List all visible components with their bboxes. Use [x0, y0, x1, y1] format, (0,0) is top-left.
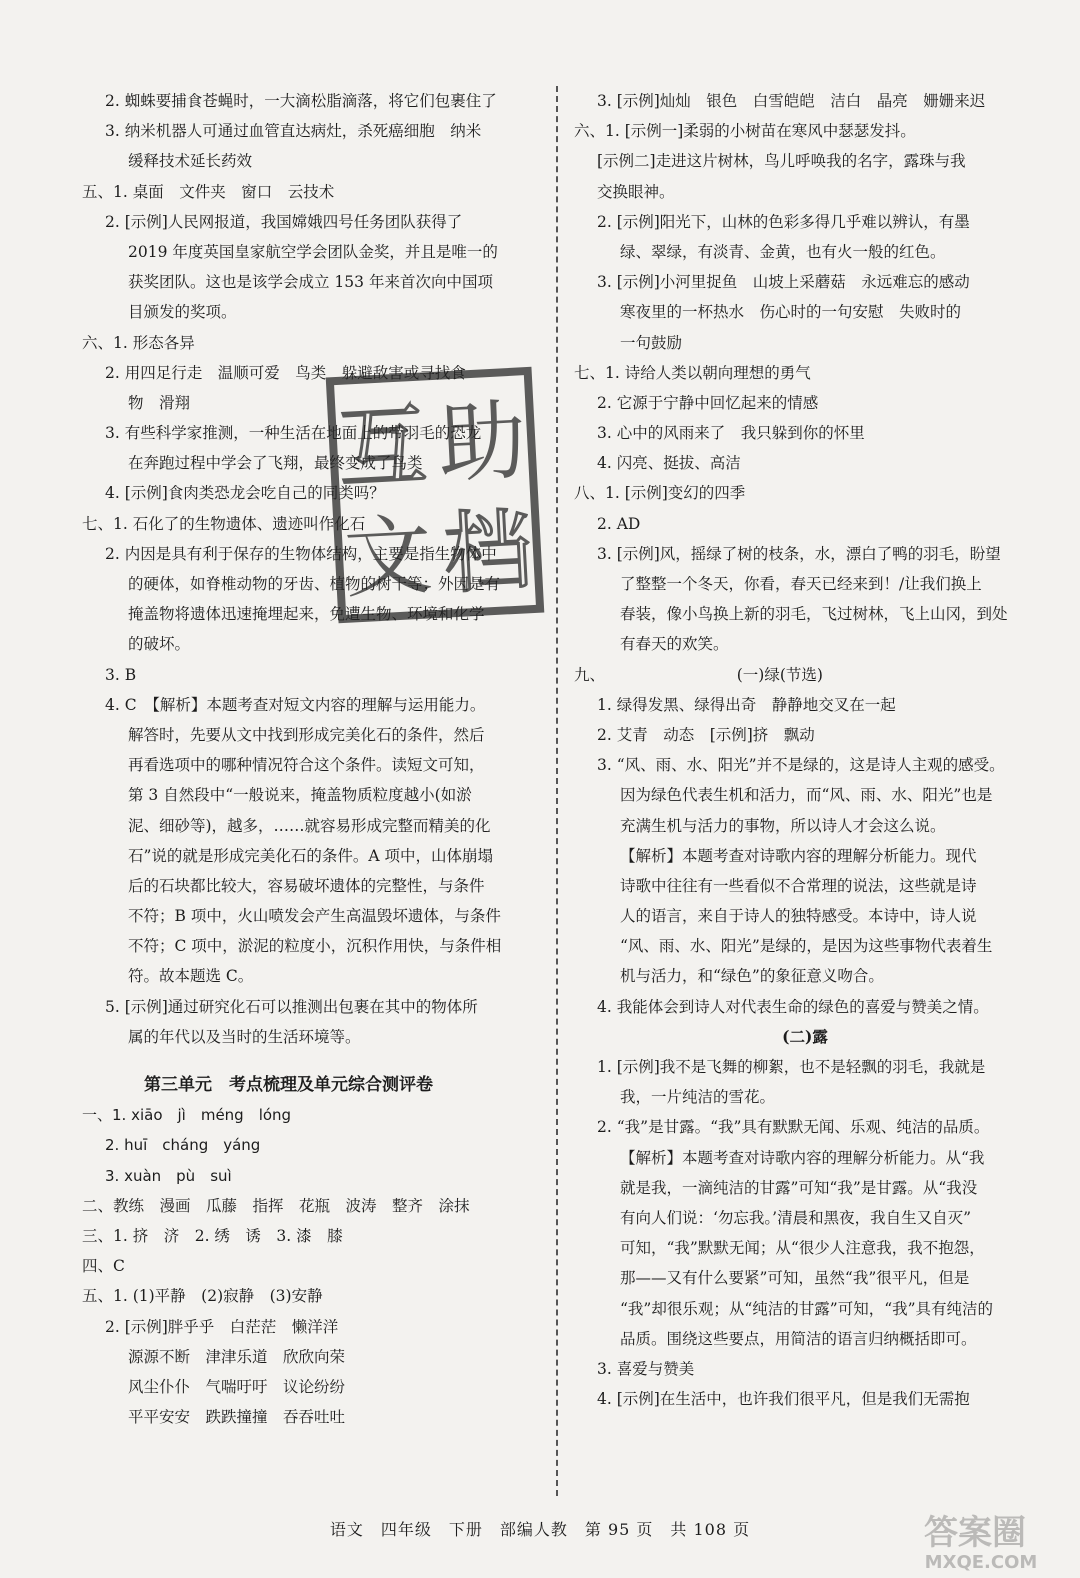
stamp-char-4: 档 — [441, 498, 535, 606]
right-column-line: 机与活力，和“绿色”的象征意义吻合。 — [620, 967, 884, 986]
right-column-line: 诗歌中往往有一些看似不合常理的说法，这些就是诗 — [620, 876, 977, 895]
left-column-line: 4. [示例]食肉类恐龙会吃自己的同类吗？ — [105, 484, 385, 503]
left-column-line: 五、1. (1)平静 (2)寂静 (3)安静 — [82, 1287, 323, 1306]
left-column — [82, 86, 542, 1432]
left-column-line: 再看选项中的哪种情况符合这个条件。读短文可知， — [128, 756, 485, 775]
left-column-line: 掩盖物将遗体迅速掩埋起来，免遭生物、环境和化学 — [128, 605, 485, 624]
stamp-char-3: 文 — [341, 503, 435, 611]
left-column-line: 解答时，先要从文中找到形成完美化石的条件，然后 — [128, 725, 485, 744]
right-column-line: 品质。围绕这些要点，用简洁的语言归纳概括即可。 — [620, 1329, 977, 1348]
right-column-line: 九、 (一)绿(节选) — [574, 665, 823, 684]
left-column-line: 第三单元 考点梳理及单元综合测评卷 — [144, 1075, 433, 1095]
right-column-line: 2. 它源于宁静中回忆起来的情感 — [597, 393, 819, 412]
right-column — [574, 86, 1036, 1414]
left-column-line: 3. xuàn pù suì — [105, 1166, 232, 1185]
left-column-line: 符。故本题选 C。 — [128, 967, 254, 986]
right-column-line: 了整整一个冬天，你看，春天已经来到！/让我们换上 — [620, 575, 982, 593]
right-column-line: 一句鼓励 — [620, 333, 683, 352]
left-column-line: 2. huī cháng yáng — [105, 1136, 261, 1155]
right-column-line: 1. 绿得发黑、绿得出奇 静静地交叉在一起 — [597, 695, 896, 714]
right-column-line: 3. [示例]小河里捉鱼 山坡上采蘑菇 永远难忘的感动 — [597, 273, 970, 292]
right-column-line: 就是我，一滴纯洁的甘露”可知“我”是甘露。从“我没 — [620, 1178, 978, 1197]
right-column-line: 我，一片纯洁的雪花。 — [620, 1088, 776, 1107]
left-column-line: 物 滑翔 — [128, 393, 191, 412]
right-column-line: 2. 艾青 动态 [示例]挤 飘动 — [597, 725, 815, 744]
left-column-line: 后的石块都比较大，容易破坏遗体的完整性，与条件 — [128, 876, 485, 895]
left-column-line: 3. 纳米机器人可通过血管直达病灶，杀死癌细胞 纳米 — [105, 122, 482, 141]
right-column-line: 可知，“我”默默无闻；从“很少人注意我，我不抱怨， — [620, 1239, 985, 1258]
watermark-glyphs: 答案圈 — [924, 1513, 1026, 1553]
left-column-line: 风尘仆仆 气喘吁吁 议论纷纷 — [128, 1377, 346, 1396]
right-column-line: 1. [示例]我不是飞舞的柳絮，也不是轻飘的羽毛，我就是 — [597, 1058, 986, 1076]
left-column-line: 石”说的就是形成完美化石的条件。A 项中，山体崩塌 — [128, 846, 494, 865]
right-column-line: 有向人们说：‘勿忘我。’清晨和黑夜，我自生又自灭” — [620, 1208, 972, 1227]
left-column-line: 获奖团队。这也是该学会成立 153 年来首次向中国项 — [128, 273, 493, 292]
left-column-line: 三、1. 挤 济 2. 绣 诱 3. 漆 膝 — [82, 1226, 343, 1245]
left-column-line: 不符；C 项中，淤泥的粒度小，沉积作用快，与条件相 — [128, 937, 502, 956]
right-column-line: 3. [示例]风，摇绿了树的枝条，水，漂白了鸭的羽毛，盼望 — [597, 544, 1001, 563]
right-column-line: 那——又有什么要紧”可知，虽然“我”很平凡，但是 — [620, 1269, 970, 1288]
left-column-line: 2. 蜘蛛要捕食苍蝇时，一大滴松脂滴落，将它们包裹住了 — [105, 92, 497, 110]
left-column-line: 七、1. 石化了的生物遗体、遗迹叫作化石 — [82, 514, 366, 533]
right-column-line: [示例二]走进这片树林，鸟儿呼唤我的名字，露珠与我 — [597, 152, 966, 171]
left-column-line: 4. C 【解析】本题考查对短文内容的理解与运用能力。 — [105, 695, 486, 714]
right-column-line: 3. [示例]灿灿 银色 白雪皑皑 洁白 晶亮 姗姗来迟 — [597, 92, 986, 110]
left-column-line: 3. B — [105, 665, 137, 684]
left-column-line: 2. 用四足行走 温顺可爱 鸟类 躲避敌害或寻找食 — [105, 363, 466, 382]
watermark-logo — [885, 1506, 1065, 1572]
right-column-line: 八、1. [示例]变幻的四季 — [574, 484, 746, 503]
right-column-line: 因为绿色代表生机和活力，而“风、雨、水、阳光”也是 — [620, 786, 993, 805]
stamp-char-2: 助 — [435, 388, 529, 496]
right-column-line: 2. AD — [597, 514, 641, 533]
left-column-line: 不符；B 项中，火山喷发会产生高温毁坏遗体，与条件 — [128, 907, 501, 926]
column-divider — [556, 86, 558, 1496]
left-column-line: 2. 内因是具有利于保存的生物体结构，主要是指生物体中 — [105, 544, 497, 563]
left-column-line: 2019 年度英国皇家航空学会团队金奖，并且是唯一的 — [128, 242, 498, 261]
right-column-line: 【解析】本题考查对诗歌内容的理解分析能力。从“我 — [620, 1148, 985, 1167]
right-column-line: 3. “风、雨、水、阳光”并不是绿的，这是诗人主观的感受。 — [597, 756, 1005, 775]
right-column-line: 2. [示例]阳光下，山林的色彩多得几乎难以辨认，有墨 — [597, 212, 970, 231]
right-column-line: 交换眼神。 — [597, 182, 675, 201]
left-column-line: 3. 有些科学家推测，一种生活在地面上的带羽毛的恐龙 — [105, 424, 482, 443]
left-column-line: 平平安安 跌跌撞撞 吞吞吐吐 — [128, 1408, 346, 1427]
right-column-line: 寒夜里的一杯热水 伤心时的一句安慰 失败时的 — [620, 303, 962, 322]
left-column-line: 的破坏。 — [128, 635, 191, 654]
page-footer: 语文 四年级 下册 部编人教 第 95 页 共 108 页 — [329, 1520, 751, 1539]
right-column-line: 有春天的欢笑。 — [620, 635, 729, 654]
right-column-line: 六、1. [示例一]柔弱的小树苗在寒风中瑟瑟发抖。 — [574, 122, 916, 141]
right-column-line: “我”却很乐观；从“纯洁的甘露”可知，“我”具有纯洁的 — [620, 1299, 994, 1318]
right-column-line: 春装，像小鸟换上新的羽毛，飞过树林，飞上山冈，到处 — [620, 605, 1008, 624]
left-column-line: 源源不断 津津乐道 欣欣向荣 — [128, 1347, 346, 1366]
right-column-line: 4. 我能体会到诗人对代表生命的绿色的喜爱与赞美之情。 — [597, 997, 989, 1016]
left-column-line: 在奔跑过程中学会了飞翔，最终变成了鸟类 — [128, 454, 423, 473]
left-column-line: 目颁发的奖项。 — [128, 303, 237, 322]
stamp-logo — [324, 365, 547, 626]
right-column-line: 4. [示例]在生活中，也许我们很平凡，但是我们无需抱 — [597, 1390, 970, 1409]
left-column-line: 的硬体，如脊椎动物的牙齿、植物的树干等；外因是有 — [128, 575, 501, 593]
right-column-line: 充满生机与活力的事物，所以诗人才会这么说。 — [620, 816, 946, 835]
right-column-line: 绿、翠绿，有淡青、金黄，也有火一般的红色。 — [620, 242, 946, 261]
left-column-line: 2. [示例]人民网报道，我国嫦娥四号任务团队获得了 — [105, 212, 463, 231]
right-column-line: 3. 心中的风雨来了 我只躲到你的怀里 — [597, 424, 865, 443]
stamp-char-1: 互 — [335, 393, 430, 501]
right-column-line: “风、雨、水、阳光”是绿的，是因为这些事物代表着生 — [620, 937, 993, 956]
watermark-text: MXQE.COM — [924, 1552, 1038, 1572]
left-column-line: 泥、细砂等)，越多，……就容易形成完整而精美的化 — [128, 816, 491, 835]
right-column-line: 【解析】本题考查对诗歌内容的理解分析能力。现代 — [620, 846, 977, 865]
right-column-line: 七、1. 诗给人类以朝向理想的勇气 — [574, 363, 811, 382]
right-column-line: 2. “我”是甘露。“我”具有默默无闻、乐观、纯洁的品质。 — [597, 1118, 990, 1137]
left-column-line: 五、1. 桌面 文件夹 窗口 云技术 — [82, 182, 335, 201]
left-column-line: 第 3 自然段中“一般说来，掩盖物质粒度越小(如淤 — [128, 786, 472, 805]
left-column-line: 一、1. xiāo jì méng lóng — [82, 1106, 292, 1125]
left-column-line: 2. [示例]胖乎乎 白茫茫 懒洋洋 — [105, 1317, 339, 1336]
right-column-line: 3. 喜爱与赞美 — [597, 1359, 695, 1378]
left-column-line: 5. [示例]通过研究化石可以推测出包裹在其中的物体所 — [105, 997, 478, 1016]
left-column-line: 属的年代以及当时的生活环境等。 — [128, 1027, 361, 1046]
right-column-line: 4. 闪亮、挺拔、高洁 — [597, 454, 741, 473]
left-column-line — [82, 1052, 542, 1070]
left-column-line: 二、教练 漫画 瓜藤 指挥 花瓶 波涛 整齐 涂抹 — [82, 1196, 470, 1215]
right-column-line: 人的语言，来自于诗人的独特感受。本诗中，诗人说 — [620, 907, 977, 926]
left-column-line: 四、C — [82, 1257, 125, 1276]
left-column-line: 六、1. 形态各异 — [82, 333, 195, 352]
left-column-line: 缓释技术延长药效 — [128, 152, 253, 171]
right-column-line: (二)露 — [782, 1026, 828, 1046]
